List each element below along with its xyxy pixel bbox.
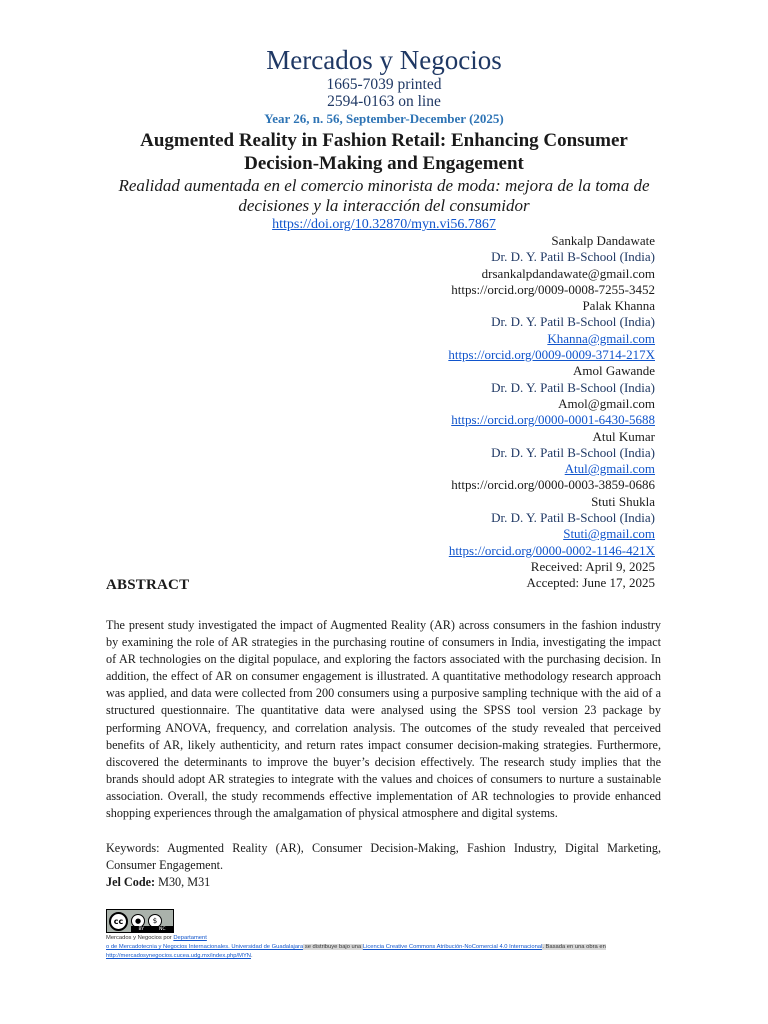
- accepted-date: Accepted: June 17, 2025: [526, 575, 655, 591]
- author-name: Amol Gawande: [573, 363, 655, 379]
- cc-nc-label: NC: [159, 926, 166, 932]
- attribution-person-icon: ●: [131, 914, 145, 928]
- author-affiliation: Dr. D. Y. Patil B-School (India): [491, 249, 655, 265]
- author-affiliation: Dr. D. Y. Patil B-School (India): [491, 444, 655, 460]
- author-orcid-link[interactable]: https://orcid.org/0009-0009-3714-217X: [448, 347, 655, 363]
- journal-title: Mercados y Negocios: [266, 45, 502, 75]
- author-block: [315, 233, 655, 298]
- author-orcid: https://orcid.org/0009-0008-7255-3452: [451, 281, 655, 297]
- received-date: Received: April 9, 2025: [530, 558, 655, 574]
- author-name: Palak Khanna: [582, 298, 655, 314]
- author-email-link[interactable]: Stuti@gmail.com: [563, 526, 655, 542]
- author-email: drsankalpdandawate@gmail.com: [481, 265, 655, 281]
- abstract-body: The present study investigated the impact of Augmented Reality (AR) across consumers in the fashion industry by examining the role of AR strategies in the purchasing routine of consumers in India, investigating the impact of AR technologies on the digital populace, and exploring the factors associated with the purchasing decision. In addition, the effect of AR on consumer engagement is illustrated. A quantitative methodology research approach was applied, and data were collected from 200 consumers using a purposive sampling technique with the aid of a structured questionnaire. The quantitative data were analysed using the SPSS tool version 23 package by performing ANOVA, frequency, and correlation analysis. The outcomes of the study revealed that perceived benefits of AR, likely authenticity, and return rates impact consumer decision-making strategies. Furthermore, discovered the determinants to improve the buyer’s decision effectively. The research study implies that the brands should adopt AR strategies to integrate with the values and choices of consumers to nurture a sustainable association. Overall, the study recommends effective implementation of AR technologies to provide enhanced shopping experiences through the amalgamation of physical atmosphere and digital systems.: [106, 618, 661, 821]
- issn-online: 2594-0163 on line: [327, 93, 441, 110]
- author-name: Stuti Shukla: [591, 493, 655, 509]
- author-orcid-link[interactable]: https://orcid.org/0000-0002-1146-421X: [448, 542, 655, 558]
- jel-code-value: M30, M31: [155, 875, 211, 889]
- license-text-4: .: [251, 953, 253, 959]
- noncommercial-dollar-icon: $: [148, 914, 162, 928]
- author-affiliation: Dr. D. Y. Patil B-School (India): [491, 510, 655, 526]
- journal-header: [0, 44, 768, 234]
- issn-print: 1665-7039 printed: [326, 76, 442, 93]
- cc-badge-strip: [131, 926, 173, 932]
- author-block: [315, 429, 655, 494]
- doi-link[interactable]: https://doi.org/10.32870/myn.vi56.7867: [272, 217, 496, 232]
- creative-commons-badge[interactable]: [106, 909, 174, 933]
- jel-code: [106, 874, 210, 891]
- author-block: [315, 298, 655, 363]
- author-orcid-link[interactable]: https://orcid.org/0000-0001-6430-5688: [451, 412, 655, 428]
- cc-by-label: BY: [138, 926, 145, 932]
- cc-logo-icon: cc: [109, 912, 128, 931]
- university-link[interactable]: o de Mercadotecnia y Negocios Internacionales. Universidad de Guadalajara: [106, 944, 304, 950]
- author-list: [315, 233, 655, 592]
- article-title-spanish: Realidad aumentada en el comercio minorista de moda: mejora de la toma de decisiones y la interacción del consumidor: [118, 176, 650, 215]
- author-orcid: https://orcid.org/0000-0003-3859-0686: [451, 477, 655, 493]
- abstract-heading: ABSTRACT: [106, 577, 190, 593]
- jel-code-label: Jel Code:: [106, 875, 156, 889]
- author-email-link[interactable]: Khanna@gmail.com: [547, 330, 655, 346]
- department-link[interactable]: Departament: [173, 935, 207, 941]
- author-block: [315, 494, 655, 559]
- article-title-english: Augmented Reality in Fashion Retail: Enhancing Consumer Decision-Making and Engagement: [140, 130, 628, 174]
- license-notice: [106, 934, 651, 961]
- keywords: Keywords: Augmented Reality (AR), Consumer Decision-Making, Fashion Industry, Digital Marketing, Consumer Engagement.: [106, 841, 661, 873]
- license-text-3: . Basada en una obra en: [542, 944, 606, 950]
- author-affiliation: Dr. D. Y. Patil B-School (India): [491, 314, 655, 330]
- volume-issue: Year 26, n. 56, September-December (2025): [264, 111, 504, 126]
- author-email-link[interactable]: Atul@gmail.com: [564, 461, 655, 477]
- author-affiliation: Dr. D. Y. Patil B-School (India): [491, 379, 655, 395]
- author-block: [315, 363, 655, 428]
- license-text-1: Mercados y Negocios por: [106, 935, 174, 941]
- author-name: Sankalp Dandawate: [551, 233, 655, 248]
- author-name: Atul Kumar: [592, 428, 655, 444]
- license-text-2: se distribuye bajo una: [303, 944, 363, 950]
- journal-site-link[interactable]: http://mercadosynegocios.cucea.udg.mx/index.php/MYN: [106, 953, 251, 959]
- author-email: Amol@gmail.com: [558, 395, 655, 411]
- cc-license-link[interactable]: Licencia Creative Commons Atribución-NoComercial 4.0 Internacional: [362, 944, 543, 950]
